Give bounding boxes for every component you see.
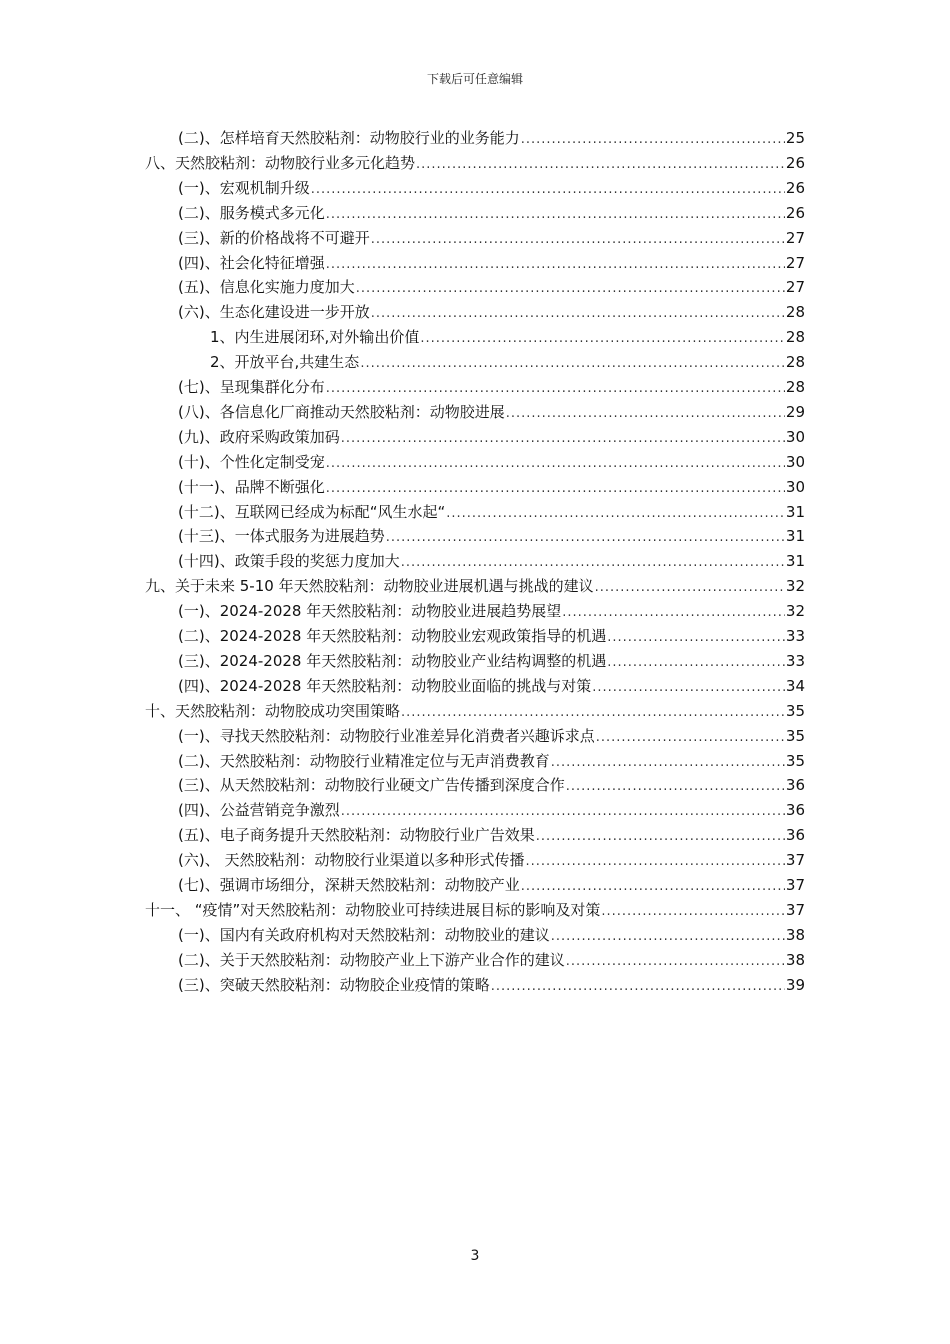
toc-entry[interactable] bbox=[178, 376, 805, 398]
toc-entry-title: (二)、天然胶粘剂：动物胶行业精准定位与无声消费教育 bbox=[178, 751, 550, 770]
toc-entry-page: 32 bbox=[785, 577, 805, 596]
toc-entry-page: 31 bbox=[785, 502, 805, 521]
toc-leader-dots bbox=[401, 702, 785, 724]
toc-entry[interactable] bbox=[178, 276, 805, 298]
toc-entry[interactable] bbox=[178, 202, 805, 224]
toc-entry[interactable] bbox=[178, 874, 805, 896]
toc-entry-page: 28 bbox=[785, 328, 805, 347]
toc-entry-title: 2、开放平台,共建生态 bbox=[210, 353, 360, 372]
page-number: 3 bbox=[470, 1248, 480, 1264]
toc-leader-dots bbox=[446, 503, 785, 525]
toc-leader-dots bbox=[341, 428, 785, 450]
toc-leader-dots bbox=[416, 154, 785, 176]
toc-entry[interactable] bbox=[178, 675, 805, 697]
toc-entry-title: (六)、生态化建设进一步开放 bbox=[178, 303, 370, 322]
toc-leader-dots bbox=[401, 552, 785, 574]
toc-entry[interactable] bbox=[178, 974, 805, 996]
toc-leader-dots bbox=[326, 378, 785, 400]
toc-leader-dots bbox=[607, 652, 785, 674]
toc-entry-title: (三)、新的价格战将不可避开 bbox=[178, 228, 370, 247]
toc-entry-page: 26 bbox=[785, 203, 805, 222]
toc-entry-title: (五)、电子商务提升天然胶粘剂：动物胶行业广告效果 bbox=[178, 826, 535, 845]
toc-entry[interactable] bbox=[178, 252, 805, 274]
toc-entry-page: 34 bbox=[785, 676, 805, 695]
toc-entry[interactable] bbox=[178, 501, 805, 523]
toc-entry[interactable] bbox=[178, 650, 805, 672]
toc-entry[interactable] bbox=[145, 152, 805, 174]
toc-leader-dots bbox=[592, 677, 785, 699]
toc-entry-title: (一)、宏观机制升级 bbox=[178, 178, 310, 197]
toc-entry-page: 35 bbox=[785, 701, 805, 720]
toc-leader-dots bbox=[360, 353, 785, 375]
toc-entry-page: 35 bbox=[785, 751, 805, 770]
toc-entry-title: (三)、突破天然胶粘剂：动物胶企业疫情的策略 bbox=[178, 975, 490, 994]
toc-entry[interactable] bbox=[145, 899, 805, 921]
toc-leader-dots bbox=[521, 129, 785, 151]
toc-entry-title: (九)、政府采购政策加码 bbox=[178, 427, 340, 446]
toc-entry[interactable] bbox=[178, 227, 805, 249]
toc-entry-page: 38 bbox=[785, 925, 805, 944]
toc-entry-page: 31 bbox=[785, 552, 805, 571]
toc-entry-title: 十一、 “疫情”对天然胶粘剂：动物胶业可持续进展目标的影响及对策 bbox=[145, 900, 601, 919]
toc-entry-page: 28 bbox=[785, 378, 805, 396]
toc-entry-title: (二)、怎样培育天然胶粘剂：动物胶行业的业务能力 bbox=[178, 129, 520, 147]
toc-entry-title: (五)、信息化实施力度加大 bbox=[178, 278, 355, 297]
toc-leader-dots bbox=[341, 801, 785, 823]
toc-entry-title: 1、内生进展闭环,对外输出价值 bbox=[210, 328, 420, 347]
toc-entry[interactable] bbox=[178, 799, 805, 821]
toc-entry-page: 28 bbox=[785, 353, 805, 372]
toc-entry[interactable] bbox=[178, 949, 805, 971]
toc-entry-title: 十、天然胶粘剂：动物胶成功突围策略 bbox=[145, 701, 401, 720]
toc-leader-dots bbox=[356, 278, 785, 300]
toc-leader-dots bbox=[491, 976, 785, 998]
toc-entry-page: 30 bbox=[785, 452, 805, 471]
toc-entry-title: (六)、 天然胶粘剂：动物胶行业渠道以多种形式传播 bbox=[178, 851, 525, 870]
toc-entry-page: 27 bbox=[785, 253, 805, 272]
toc-leader-dots bbox=[566, 951, 785, 973]
toc-entry[interactable] bbox=[178, 849, 805, 871]
toc-entry-title: (二)、关于天然胶粘剂：动物胶产业上下游产业合作的建议 bbox=[178, 950, 565, 969]
toc-entry-title: (一)、国内有关政府机构对天然胶粘剂：动物胶业的建议 bbox=[178, 925, 550, 944]
toc-entry[interactable] bbox=[178, 476, 805, 498]
toc-entry-page: 26 bbox=[785, 153, 805, 172]
toc-leader-dots bbox=[525, 851, 784, 873]
toc-entry-title: (二)、2024-2028 年天然胶粘剂：动物胶业宏观政策指导的机遇 bbox=[178, 627, 607, 645]
toc-leader-dots bbox=[311, 179, 785, 201]
toc-entry-title: (三)、从天然胶粘剂：动物胶行业硬文广告传播到深度合作 bbox=[178, 776, 565, 795]
toc-leader-dots bbox=[326, 453, 785, 475]
toc-entry-page: 27 bbox=[785, 228, 805, 247]
toc-entry[interactable] bbox=[178, 750, 805, 772]
toc-entry[interactable] bbox=[178, 600, 805, 622]
toc-entry-page: 28 bbox=[785, 303, 805, 322]
toc-entry-title: (一)、2024-2028 年天然胶粘剂：动物胶业进展趋势展望 bbox=[178, 602, 562, 621]
toc-entry-page: 37 bbox=[785, 876, 805, 894]
toc-entry[interactable] bbox=[178, 426, 805, 448]
toc-entry-title: (十一)、品牌不断强化 bbox=[178, 477, 325, 496]
toc-entry-title: (三)、2024-2028 年天然胶粘剂：动物胶业产业结构调整的机遇 bbox=[178, 651, 607, 670]
toc-entry-title: (十四)、政策手段的奖惩力度加大 bbox=[178, 552, 400, 571]
toc-entry[interactable] bbox=[178, 177, 805, 199]
toc-entry[interactable] bbox=[178, 550, 805, 572]
toc-leader-dots bbox=[601, 901, 785, 923]
toc-entry[interactable] bbox=[145, 575, 805, 597]
toc-entry[interactable] bbox=[178, 301, 805, 323]
toc-leader-dots bbox=[551, 752, 785, 774]
toc-entry[interactable] bbox=[210, 326, 805, 348]
toc-entry[interactable] bbox=[178, 725, 805, 747]
toc-leader-dots bbox=[607, 627, 785, 649]
toc-entry[interactable] bbox=[178, 401, 805, 423]
toc-entry-page: 30 bbox=[785, 427, 805, 446]
toc-entry-page: 25 bbox=[785, 129, 805, 147]
toc-entry-title: (七)、呈现集群化分布 bbox=[178, 378, 325, 396]
page-header: 下载后可任意编辑 bbox=[426, 72, 523, 86]
toc-leader-dots bbox=[595, 577, 785, 599]
toc-entry[interactable] bbox=[178, 774, 805, 796]
toc-entry[interactable] bbox=[178, 625, 805, 647]
toc-entry-title: (四)、2024-2028 年天然胶粘剂：动物胶业面临的挑战与对策 bbox=[178, 676, 592, 695]
toc-entry-page: 33 bbox=[785, 627, 805, 645]
toc-entry-title: (一)、寻找天然胶粘剂：动物胶行业准差异化消费者兴趣诉求点 bbox=[178, 726, 595, 745]
toc-entry[interactable] bbox=[178, 824, 805, 846]
toc-leader-dots bbox=[551, 926, 785, 948]
toc-leader-dots bbox=[326, 204, 785, 226]
toc-leader-dots bbox=[371, 229, 785, 251]
toc-leader-dots bbox=[521, 876, 785, 898]
toc-entry-page: 37 bbox=[785, 900, 805, 919]
toc-leader-dots bbox=[371, 303, 785, 325]
toc-leader-dots bbox=[562, 602, 785, 624]
toc-entry-title: (四)、社会化特征增强 bbox=[178, 253, 325, 272]
toc-entry-title: (十)、个性化定制受宠 bbox=[178, 452, 325, 471]
toc-entry-title: (十三)、一体式服务为进展趋势 bbox=[178, 527, 385, 546]
toc-entry[interactable] bbox=[178, 924, 805, 946]
toc-entry-title: (四)、公益营销竞争激烈 bbox=[178, 801, 340, 820]
toc-leader-dots bbox=[420, 328, 785, 350]
toc-leader-dots bbox=[326, 254, 785, 276]
toc-entry-title: (八)、各信息化厂商推动天然胶粘剂：动物胶进展 bbox=[178, 402, 505, 421]
toc-entry-page: 27 bbox=[785, 278, 805, 297]
toc-entry[interactable] bbox=[178, 127, 805, 149]
toc-entry-page: 38 bbox=[785, 950, 805, 969]
toc-leader-dots bbox=[506, 403, 785, 425]
toc-leader-dots bbox=[536, 826, 785, 848]
toc-entry-page: 29 bbox=[785, 402, 805, 421]
toc-entry-title: 九、关于未来 5-10 年天然胶粘剂：动物胶业进展机遇与挑战的建议 bbox=[145, 577, 594, 596]
toc-entry[interactable] bbox=[178, 451, 805, 473]
toc-leader-dots bbox=[566, 776, 785, 798]
toc-entry-page: 36 bbox=[785, 826, 805, 845]
toc-entry[interactable] bbox=[145, 700, 805, 722]
toc-entry-page: 36 bbox=[785, 776, 805, 795]
toc-entry-page: 30 bbox=[785, 477, 805, 496]
toc-entry[interactable] bbox=[178, 525, 805, 547]
toc-entry-title: (二)、服务模式多元化 bbox=[178, 203, 325, 222]
toc-entry-page: 33 bbox=[785, 651, 805, 670]
toc-entry-page: 36 bbox=[785, 801, 805, 820]
toc-leader-dots bbox=[386, 527, 785, 549]
toc-entry-title: 八、天然胶粘剂：动物胶行业多元化趋势 bbox=[145, 153, 416, 172]
toc-entry-page: 32 bbox=[785, 602, 805, 621]
toc-entry-page: 39 bbox=[785, 975, 805, 994]
toc-leader-dots bbox=[596, 727, 785, 749]
toc-entry-page: 31 bbox=[785, 527, 805, 546]
toc-entry-page: 35 bbox=[785, 726, 805, 745]
toc-entry-page: 26 bbox=[785, 178, 805, 197]
toc-entry-title: (十二)、互联网已经成为标配“风生水起“ bbox=[178, 502, 446, 521]
toc-entry-page: 37 bbox=[785, 851, 805, 870]
toc-entry[interactable] bbox=[210, 351, 805, 373]
toc-entry-title: (七)、强调市场细分，深耕天然胶粘剂：动物胶产业 bbox=[178, 876, 520, 894]
toc-leader-dots bbox=[326, 478, 785, 500]
